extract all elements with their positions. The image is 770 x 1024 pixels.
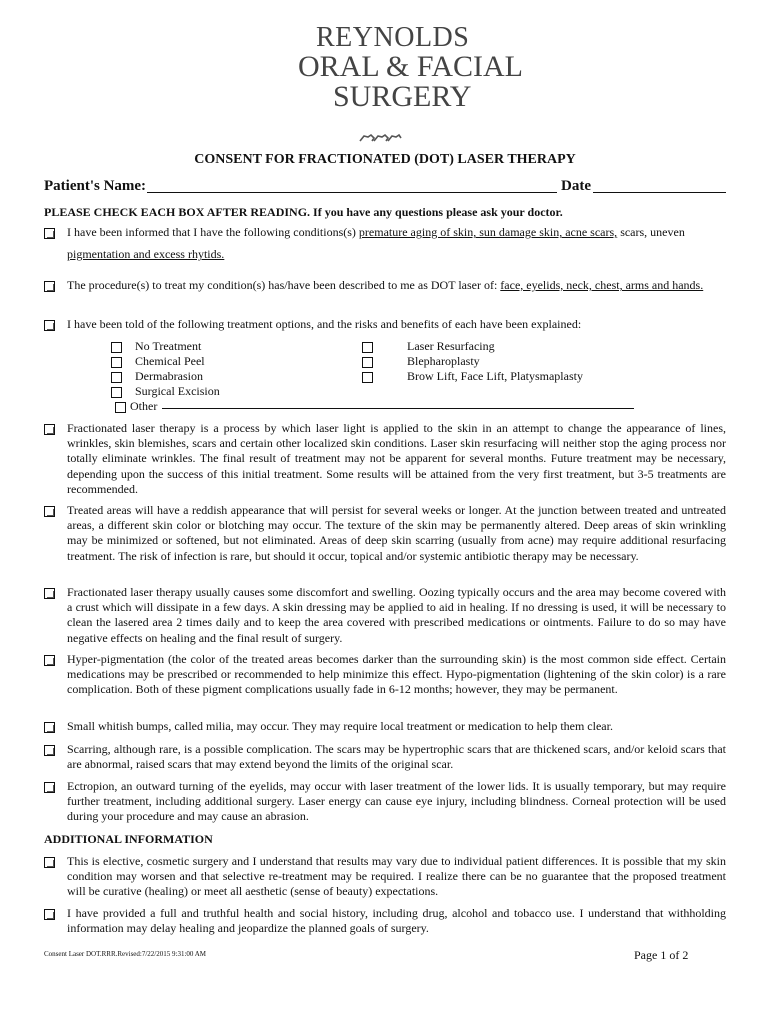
checkbox-treated-areas[interactable] <box>44 506 55 517</box>
page-number: Page 1 of 2 <box>634 948 689 962</box>
checkbox-procedure[interactable] <box>44 281 55 292</box>
instructions: PLEASE CHECK EACH BOX AFTER READING. If you have any questions please ask your doctor. <box>44 205 563 219</box>
patient-row <box>44 178 726 195</box>
option-label: Chemical Peel <box>135 354 205 368</box>
checkbox-treatment-options[interactable] <box>44 320 55 331</box>
option-checkbox[interactable] <box>111 387 122 398</box>
logo-line-3: SURGERY <box>333 80 472 113</box>
additional-info-heading: ADDITIONAL INFORMATION <box>44 832 213 846</box>
date-label: Date <box>561 178 591 194</box>
discomfort-text: Fractionated laser therapy usually causes some discomfort and swelling. Oozing typically occurs and the area may become covered with a crust which will dissipate in a few days. A skin dressing may be applied to aid in healing. If no dressing is used, it will be necessary to clean the lasered area 2 times daily and to keep the area covered with prescribed medications or ointments. Failure to do so may have negative effects on healing and the final result of surgery. <box>67 585 726 645</box>
other-field[interactable] <box>162 408 634 409</box>
checkbox-discomfort[interactable] <box>44 588 55 599</box>
option-checkbox[interactable] <box>111 372 122 383</box>
option-label: Dermabrasion <box>135 369 203 383</box>
scarring-text: Scarring, although rare, is a possible complication. The scars may be hypertrophic scars that are thickened scars, and/or keloid scars that are abnormal, raised scars that may extend beyond the limits of the original scar. <box>67 742 726 772</box>
option-checkbox[interactable] <box>362 357 373 368</box>
option-label: No Treatment <box>135 339 202 353</box>
treated-areas-text: Treated areas will have a reddish appearance that will persist for several weeks or longer. At the junction between treated and untreated areas, a different skin color or blotching may occur. The texture of the skin may be permanently altered. Deep areas of skin wrinkling may be minimized or softened, but not eliminated. Areas of deep skin scarring (usually from acne) may require additional resurfacing treatment. The risk of infection is rare, but should it occur, topical and/or systemic antibiotic therapy may be necessary. <box>67 503 726 563</box>
date-field[interactable] <box>593 178 726 193</box>
option-checkbox[interactable] <box>111 342 122 353</box>
elective-text: This is elective, cosmetic surgery and I understand that results may vary due to individual patient differences. It is possible that my skin condition may worsen and that selective re-treatment may be required. I realize there can be no guarantee that the proposed treatment will be curative (healing) or meet all aesthetic (sense of beauty) expectations. <box>67 854 726 899</box>
pigmentation-text: Hyper-pigmentation (the color of the treated areas becomes darker than the surrounding skin) is the most common side effect. Certain medications may be prescribed or recommended to help minimize this effect. Hypo-pigmentation (lightening of the skin color) is a rare complication. Both of these pigment complications usually fade in 6-12 months; however, they may be permanent. <box>67 652 726 697</box>
checkbox-milia[interactable] <box>44 722 55 733</box>
checkbox-ectropion[interactable] <box>44 782 55 793</box>
checkbox-elective[interactable] <box>44 857 55 868</box>
ectropion-text: Ectropion, an outward turning of the eyelids, may occur with laser treatment of the lower lids. It is usually temporary, but may require further treatment, including additional surgery. Laser energy can cause eye injury, including blindness. Corneal protection will be used during your procedure and may cause an abrasion. <box>67 779 726 824</box>
logo-line-2: ORAL & FACIAL <box>298 50 523 83</box>
checkbox-laser-process[interactable] <box>44 424 55 435</box>
checkbox-conditions[interactable] <box>44 228 55 239</box>
option-label: Laser Resurfacing <box>407 339 495 353</box>
horses-icon <box>358 132 402 144</box>
option-checkbox[interactable] <box>362 372 373 383</box>
treatment-options-statement: I have been told of the following treatment options, and the risks and benefits of each have been explained: <box>67 317 582 331</box>
option-checkbox[interactable] <box>111 357 122 368</box>
option-checkbox[interactable] <box>115 402 126 413</box>
option-label: Surgical Excision <box>135 384 220 398</box>
milia-text: Small whitish bumps, called milia, may occur. They may require local treatment or medication to help them clear. <box>67 719 613 733</box>
patient-name-field[interactable] <box>147 178 557 193</box>
conditions-statement: I have been informed that I have the following conditions(s) premature aging of skin, sun damage skin, acne scars, scars, uneven pigmentation and excess rhytids. <box>67 225 685 262</box>
option-label: Brow Lift, Face Lift, Platysmaplasty <box>407 369 583 383</box>
form-title: CONSENT FOR FRACTIONATED (DOT) LASER THERAPY <box>194 152 576 167</box>
patient-name-label: Patient's Name: <box>44 178 147 194</box>
option-label: Other <box>130 399 158 413</box>
procedure-statement: The procedure(s) to treat my condition(s) has/have been described to me as DOT laser of: face, eyelids, neck, chest, arms and hands. <box>67 278 704 292</box>
checkbox-scarring[interactable] <box>44 745 55 756</box>
logo-line-1: REYNOLDS <box>316 22 470 53</box>
revision-footer: Consent Laser DOT.RRR.Revised:7/22/2015 9:31:00 AM <box>44 950 207 958</box>
option-label: Blepharoplasty <box>407 354 480 368</box>
checkbox-pigmentation[interactable] <box>44 655 55 666</box>
health-history-text: I have provided a full and truthful health and social history, including drug, alcohol and tobacco use. I understand that withholding information may delay healing and jeopardize the planned goals of surgery. <box>67 906 726 936</box>
checkbox-health-history[interactable] <box>44 909 55 920</box>
option-checkbox[interactable] <box>362 342 373 353</box>
laser-process-text: Fractionated laser therapy is a process by which laser light is applied to the skin in an attempt to change the appearance of lines, wrinkles, skin blemishes, scars and certain other localized skin conditions. Laser skin resurfacing will neither stop the aging process nor totally eliminate wrinkles. The final result of treatment may not be apparent for several months. Future treatment may be necessary, depending upon the success of this initial treatment. Some results will be attained from the very first treatment, but 3-5 treatments are recommended. <box>67 421 726 496</box>
